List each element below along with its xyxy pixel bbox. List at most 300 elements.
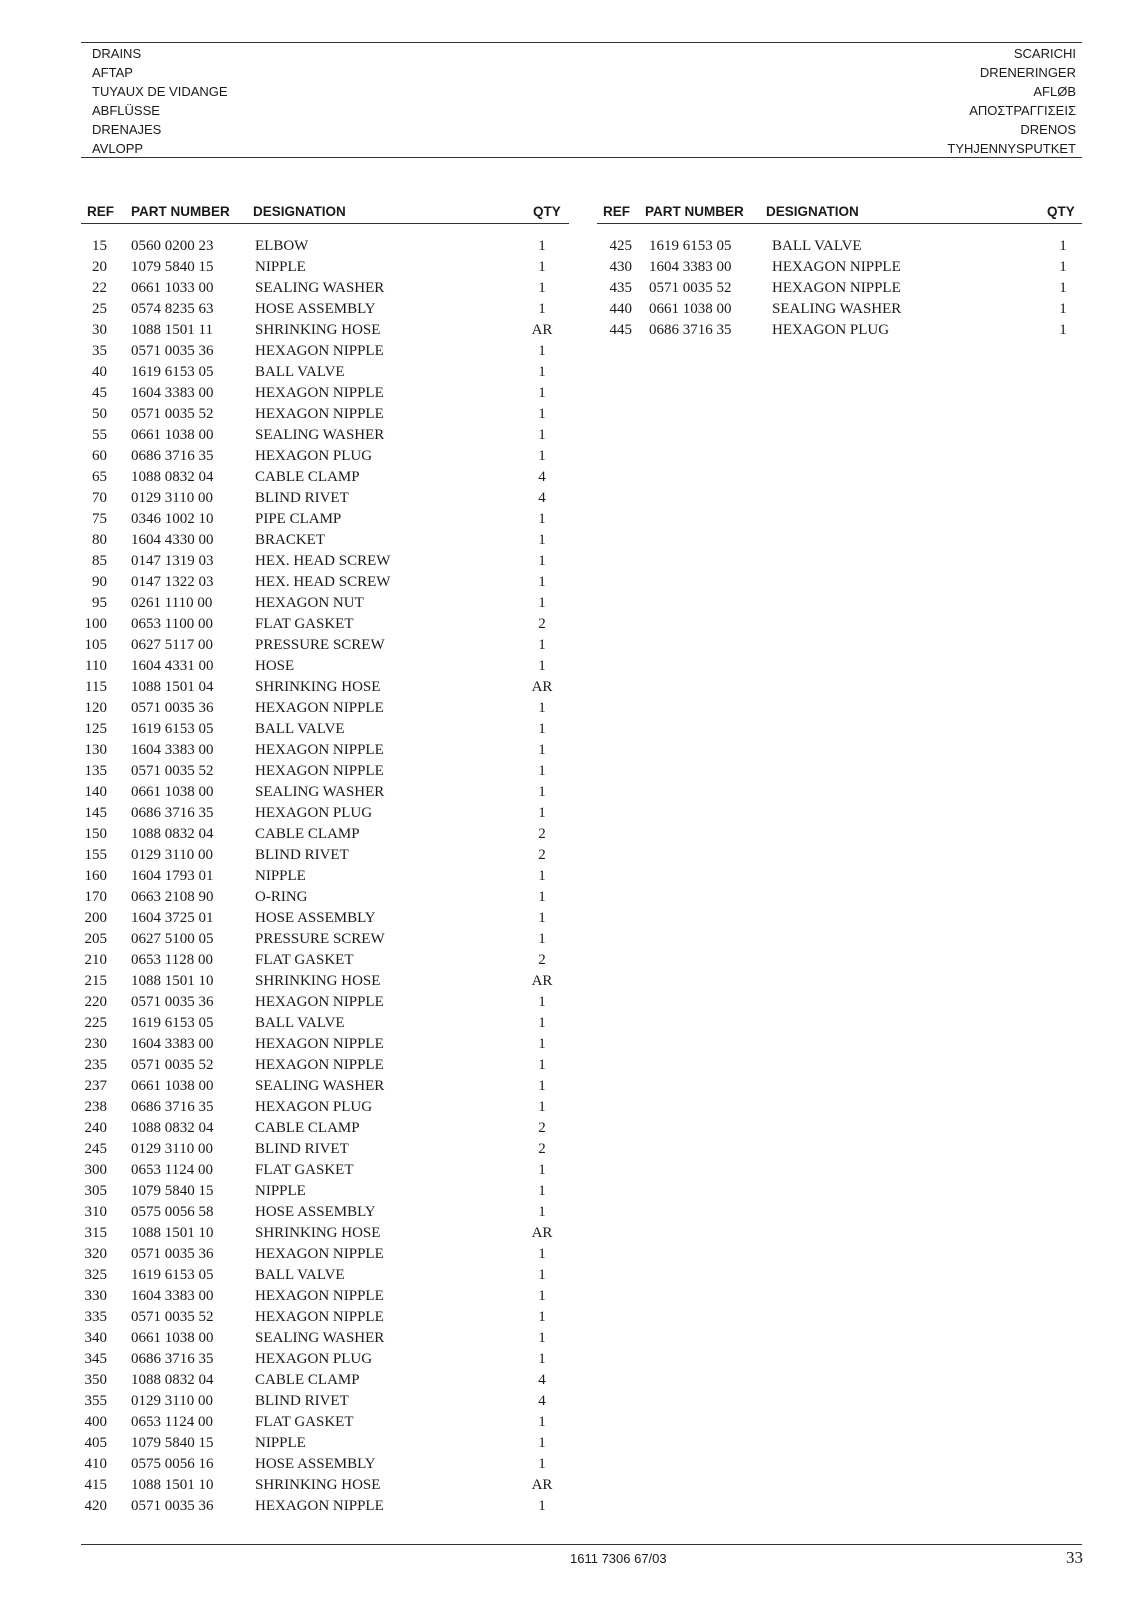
- table-row: [81, 1349, 569, 1370]
- table-row: [81, 740, 569, 761]
- ref-cell: 145: [84, 805, 107, 821]
- column-header-ref: REF: [603, 204, 630, 219]
- part-number-cell: 0661 1038 00: [131, 1078, 214, 1094]
- table-row: [81, 803, 569, 824]
- table-row: [81, 1328, 569, 1349]
- designation-cell: HOSE ASSEMBLY: [255, 301, 376, 317]
- designation-cell: HEXAGON NIPPLE: [255, 1309, 384, 1325]
- designation-cell: FLAT GASKET: [255, 1162, 354, 1178]
- qty-cell: 1: [538, 1036, 546, 1052]
- ref-cell: 325: [84, 1267, 107, 1283]
- table-row: [597, 257, 1082, 278]
- ref-cell: 220: [84, 994, 107, 1010]
- qty-cell: 1: [1059, 301, 1067, 317]
- table-row: [81, 1370, 569, 1391]
- designation-cell: NIPPLE: [255, 868, 306, 884]
- qty-cell: 1: [538, 994, 546, 1010]
- designation-cell: CABLE CLAMP: [255, 1120, 360, 1136]
- part-number-cell: 0574 8235 63: [131, 301, 214, 317]
- part-number-cell: 0686 3716 35: [131, 448, 214, 464]
- table-row: [81, 1454, 569, 1475]
- table-row: [81, 1286, 569, 1307]
- ref-cell: 310: [84, 1204, 107, 1220]
- ref-cell: 315: [84, 1225, 107, 1241]
- header-rule-top: [81, 42, 1082, 43]
- qty-cell: 1: [538, 574, 546, 590]
- part-number-cell: 0571 0035 52: [131, 1057, 214, 1073]
- designation-cell: HEXAGON NUT: [255, 595, 364, 611]
- table-row: [81, 236, 569, 257]
- designation-cell: SEALING WASHER: [255, 1078, 385, 1094]
- designation-cell: SEALING WASHER: [255, 280, 385, 296]
- designation-cell: HOSE ASSEMBLY: [255, 1456, 376, 1472]
- table-row: [81, 299, 569, 320]
- table-body: [81, 224, 569, 1517]
- qty-cell: AR: [531, 973, 553, 989]
- ref-cell: 160: [84, 868, 107, 884]
- table-row: [81, 341, 569, 362]
- qty-cell: 1: [538, 658, 546, 674]
- designation-cell: HEX. HEAD SCREW: [255, 553, 391, 569]
- ref-cell: 425: [609, 238, 632, 254]
- designation-cell: HEXAGON NIPPLE: [255, 1498, 384, 1514]
- table-row: [81, 845, 569, 866]
- ref-cell: 140: [84, 784, 107, 800]
- part-number-cell: 0571 0035 36: [131, 1498, 214, 1514]
- qty-cell: 1: [538, 1057, 546, 1073]
- designation-cell: HEXAGON NIPPLE: [255, 742, 384, 758]
- part-number-cell: 1604 4330 00: [131, 532, 214, 548]
- part-number-cell: 0663 2108 90: [131, 889, 214, 905]
- part-number-cell: 0571 0035 36: [131, 700, 214, 716]
- ref-cell: 155: [84, 847, 107, 863]
- qty-cell: 1: [538, 343, 546, 359]
- table-row: [81, 719, 569, 740]
- qty-cell: 1: [538, 1456, 546, 1472]
- qty-cell: AR: [531, 1477, 553, 1493]
- ref-cell: 335: [84, 1309, 107, 1325]
- qty-cell: 4: [538, 469, 546, 485]
- designation-cell: ELBOW: [255, 238, 309, 254]
- parts-table-left: [81, 196, 569, 1517]
- designation-cell: SHRINKING HOSE: [255, 679, 381, 695]
- table-header: [81, 196, 569, 224]
- part-number-cell: 1088 1501 10: [131, 1477, 214, 1493]
- table-row: [81, 761, 569, 782]
- ref-cell: 355: [84, 1393, 107, 1409]
- qty-cell: 1: [538, 1246, 546, 1262]
- part-number-cell: 1088 0832 04: [131, 469, 214, 485]
- qty-cell: 1: [538, 1204, 546, 1220]
- qty-cell: 4: [538, 1372, 546, 1388]
- designation-cell: HEXAGON NIPPLE: [255, 700, 384, 716]
- section-titles-right: [947, 44, 1076, 158]
- section-title: DRENERINGER: [979, 65, 1076, 80]
- qty-cell: 1: [538, 238, 546, 254]
- ref-cell: 405: [84, 1435, 107, 1451]
- qty-cell: 1: [538, 532, 546, 548]
- part-number-cell: 1079 5840 15: [131, 1183, 214, 1199]
- part-number-cell: 1604 3383 00: [131, 1036, 214, 1052]
- ref-cell: 60: [92, 448, 107, 464]
- ref-cell: 415: [84, 1477, 107, 1493]
- designation-cell: BLIND RIVET: [255, 1141, 349, 1157]
- ref-cell: 20: [92, 259, 107, 275]
- qty-cell: 1: [538, 1183, 546, 1199]
- table-row: [81, 1244, 569, 1265]
- part-number-cell: 1604 3725 01: [131, 910, 214, 926]
- designation-cell: PIPE CLAMP: [255, 511, 342, 527]
- designation-cell: HOSE ASSEMBLY: [255, 1204, 376, 1220]
- section-title: DRENAJES: [92, 122, 162, 137]
- ref-cell: 320: [84, 1246, 107, 1262]
- part-number-cell: 0571 0035 52: [131, 1309, 214, 1325]
- ref-cell: 238: [84, 1099, 107, 1115]
- part-number-cell: 1619 6153 05: [131, 364, 214, 380]
- designation-cell: BALL VALVE: [255, 364, 345, 380]
- part-number-cell: 0571 0035 36: [131, 1246, 214, 1262]
- qty-cell: 1: [538, 1435, 546, 1451]
- designation-cell: BLIND RIVET: [255, 847, 349, 863]
- column-header-qty: QTY: [1047, 204, 1075, 219]
- table-row: [81, 1307, 569, 1328]
- table-row: [597, 236, 1082, 257]
- ref-cell: 95: [92, 595, 107, 611]
- ref-cell: 130: [84, 742, 107, 758]
- table-row: [81, 782, 569, 803]
- section-title: AVLOPP: [92, 141, 144, 156]
- qty-cell: 1: [538, 931, 546, 947]
- part-number-cell: 0686 3716 35: [131, 1351, 214, 1367]
- ref-cell: 80: [92, 532, 107, 548]
- qty-cell: AR: [531, 679, 553, 695]
- designation-cell: NIPPLE: [255, 1183, 306, 1199]
- part-number-cell: 0129 3110 00: [131, 490, 213, 506]
- ref-cell: 135: [84, 763, 107, 779]
- table-row: [81, 1475, 569, 1496]
- part-number-cell: 0571 0035 52: [649, 280, 732, 296]
- qty-cell: 1: [538, 259, 546, 275]
- part-number-cell: 0661 1038 00: [649, 301, 732, 317]
- part-number-cell: 0653 1128 00: [131, 952, 213, 968]
- qty-cell: 2: [538, 616, 546, 632]
- section-title: AFTAP: [92, 65, 133, 80]
- table-row: [81, 593, 569, 614]
- table-row: [81, 383, 569, 404]
- designation-cell: FLAT GASKET: [255, 616, 354, 632]
- column-header-part-number: PART NUMBER: [131, 204, 230, 219]
- qty-cell: AR: [531, 322, 553, 338]
- ref-cell: 30: [92, 322, 107, 338]
- ref-cell: 410: [84, 1456, 107, 1472]
- table-row: [81, 404, 569, 425]
- part-number-cell: 1604 3383 00: [131, 742, 214, 758]
- qty-cell: 1: [538, 1288, 546, 1304]
- ref-cell: 445: [609, 322, 632, 338]
- ref-cell: 40: [92, 364, 107, 380]
- part-number-cell: 1604 3383 00: [649, 259, 732, 275]
- table-row: [81, 698, 569, 719]
- part-number-cell: 0571 0035 52: [131, 406, 214, 422]
- ref-cell: 215: [84, 973, 107, 989]
- ref-cell: 150: [84, 826, 107, 842]
- designation-cell: SEALING WASHER: [255, 784, 385, 800]
- ref-cell: 105: [84, 637, 107, 653]
- qty-cell: 2: [538, 1141, 546, 1157]
- designation-cell: HEXAGON PLUG: [255, 448, 373, 464]
- designation-cell: CABLE CLAMP: [255, 1372, 360, 1388]
- table-row: [597, 320, 1082, 341]
- designation-cell: CABLE CLAMP: [255, 469, 360, 485]
- ref-cell: 435: [609, 280, 632, 296]
- designation-cell: HEXAGON NIPPLE: [255, 406, 384, 422]
- column-header-designation: DESIGNATION: [766, 204, 859, 219]
- ref-cell: 170: [84, 889, 107, 905]
- section-title: TYHJENNYSPUTKET: [947, 141, 1076, 156]
- designation-cell: HEXAGON NIPPLE: [255, 385, 384, 401]
- designation-cell: CABLE CLAMP: [255, 826, 360, 842]
- table-row: [81, 320, 569, 341]
- ref-cell: 305: [84, 1183, 107, 1199]
- table-row: [81, 278, 569, 299]
- qty-cell: 1: [1059, 238, 1067, 254]
- ref-cell: 120: [84, 700, 107, 716]
- designation-cell: HEXAGON NIPPLE: [255, 1288, 384, 1304]
- table-row: [81, 866, 569, 887]
- section-title: AFLØB: [1033, 84, 1076, 99]
- table-row: [81, 1034, 569, 1055]
- designation-cell: FLAT GASKET: [255, 1414, 354, 1430]
- part-number-cell: 0686 3716 35: [649, 322, 732, 338]
- qty-cell: AR: [531, 1225, 553, 1241]
- table-row: [81, 467, 569, 488]
- ref-cell: 300: [84, 1162, 107, 1178]
- ref-cell: 350: [84, 1372, 107, 1388]
- ref-cell: 210: [84, 952, 107, 968]
- designation-cell: BRACKET: [255, 532, 326, 548]
- table-row: [81, 908, 569, 929]
- qty-cell: 1: [538, 868, 546, 884]
- part-number-cell: 0653 1124 00: [131, 1162, 213, 1178]
- footer-rule: [81, 1544, 1082, 1545]
- qty-cell: 1: [538, 1414, 546, 1430]
- part-number-cell: 0686 3716 35: [131, 805, 214, 821]
- part-number-cell: 0661 1033 00: [131, 280, 214, 296]
- ref-cell: 75: [92, 511, 107, 527]
- designation-cell: HEXAGON NIPPLE: [255, 1057, 384, 1073]
- table-row: [81, 1265, 569, 1286]
- qty-cell: 1: [538, 406, 546, 422]
- part-number-cell: 1079 5840 15: [131, 259, 214, 275]
- ref-cell: 125: [84, 721, 107, 737]
- table-row: [81, 1139, 569, 1160]
- qty-cell: 4: [538, 1393, 546, 1409]
- ref-cell: 35: [92, 343, 107, 359]
- qty-cell: 1: [538, 511, 546, 527]
- ref-cell: 420: [84, 1498, 107, 1514]
- designation-cell: SHRINKING HOSE: [255, 322, 381, 338]
- part-number-cell: 0261 1110 00: [131, 595, 213, 611]
- ref-cell: 440: [609, 301, 632, 317]
- table-row: [597, 278, 1082, 299]
- part-number-cell: 0575 0056 58: [131, 1204, 214, 1220]
- table-row: [81, 971, 569, 992]
- part-number-cell: 0346 1002 10: [131, 511, 214, 527]
- ref-cell: 100: [84, 616, 107, 632]
- table-row: [81, 656, 569, 677]
- designation-cell: BLIND RIVET: [255, 1393, 349, 1409]
- table-row: [81, 530, 569, 551]
- part-number-cell: 0571 0035 36: [131, 994, 214, 1010]
- table-row: [81, 446, 569, 467]
- ref-cell: 400: [84, 1414, 107, 1430]
- table-row: [81, 1076, 569, 1097]
- part-number-cell: 0653 1124 00: [131, 1414, 213, 1430]
- designation-cell: SHRINKING HOSE: [255, 973, 381, 989]
- header-rule-bottom: [81, 157, 1082, 158]
- table-header: [597, 196, 1082, 224]
- part-number-cell: 0147 1319 03: [131, 553, 214, 569]
- qty-cell: 1: [538, 1099, 546, 1115]
- designation-cell: HEXAGON NIPPLE: [255, 343, 384, 359]
- section-title: DRAINS: [92, 46, 142, 61]
- table-row: [81, 1181, 569, 1202]
- qty-cell: 1: [538, 1351, 546, 1367]
- qty-cell: 1: [538, 553, 546, 569]
- ref-cell: 55: [92, 427, 107, 443]
- designation-cell: SEALING WASHER: [255, 1330, 385, 1346]
- qty-cell: 1: [538, 1078, 546, 1094]
- ref-cell: 245: [84, 1141, 107, 1157]
- designation-cell: SHRINKING HOSE: [255, 1225, 381, 1241]
- qty-cell: 1: [538, 910, 546, 926]
- part-number-cell: 1619 6153 05: [131, 1267, 214, 1283]
- part-number-cell: 1088 0832 04: [131, 1120, 214, 1136]
- table-row: [81, 572, 569, 593]
- ref-cell: 45: [92, 385, 107, 401]
- table-row: [81, 1097, 569, 1118]
- section-titles-left: [92, 44, 228, 158]
- qty-cell: 2: [538, 847, 546, 863]
- part-number-cell: 0571 0035 36: [131, 343, 214, 359]
- designation-cell: SEALING WASHER: [255, 427, 385, 443]
- section-title: SCARICHI: [1013, 46, 1076, 61]
- table-row: [81, 1391, 569, 1412]
- part-number-cell: 1619 6153 05: [649, 238, 732, 254]
- qty-cell: 1: [1059, 280, 1067, 296]
- ref-cell: 240: [84, 1120, 107, 1136]
- ref-cell: 200: [84, 910, 107, 926]
- table-row: [81, 1013, 569, 1034]
- part-number-cell: 0129 3110 00: [131, 1141, 213, 1157]
- table-row: [81, 824, 569, 845]
- part-number-cell: 1088 0832 04: [131, 826, 214, 842]
- qty-cell: 1: [538, 448, 546, 464]
- part-number-cell: 1079 5840 15: [131, 1435, 214, 1451]
- qty-cell: 1: [538, 805, 546, 821]
- ref-cell: 330: [84, 1288, 107, 1304]
- part-number-cell: 0686 3716 35: [131, 1099, 214, 1115]
- qty-cell: 1: [538, 1162, 546, 1178]
- qty-cell: 1: [538, 595, 546, 611]
- ref-cell: 110: [85, 658, 107, 674]
- qty-cell: 1: [538, 1330, 546, 1346]
- ref-cell: 65: [92, 469, 107, 485]
- table-row: [81, 509, 569, 530]
- column-header-ref: REF: [87, 204, 114, 219]
- table-row: [81, 1202, 569, 1223]
- designation-cell: HEXAGON PLUG: [255, 1099, 373, 1115]
- table-row: [81, 1412, 569, 1433]
- table-row: [81, 1433, 569, 1454]
- qty-cell: 1: [538, 889, 546, 905]
- document-number: 1611 7306 67/03: [570, 1551, 667, 1566]
- table-row: [81, 1496, 569, 1517]
- designation-cell: HEXAGON NIPPLE: [255, 994, 384, 1010]
- table-row: [81, 929, 569, 950]
- qty-cell: 1: [538, 742, 546, 758]
- part-number-cell: 1619 6153 05: [131, 721, 214, 737]
- section-title: TUYAUX DE VIDANGE: [92, 84, 228, 99]
- qty-cell: 1: [1059, 322, 1067, 338]
- qty-cell: 1: [538, 637, 546, 653]
- section-title: DRENOS: [1020, 122, 1076, 137]
- designation-cell: HEXAGON PLUG: [772, 322, 890, 338]
- designation-cell: FLAT GASKET: [255, 952, 354, 968]
- ref-cell: 50: [92, 406, 107, 422]
- designation-cell: BALL VALVE: [255, 1015, 345, 1031]
- ref-cell: 237: [84, 1078, 107, 1094]
- designation-cell: HEXAGON NIPPLE: [255, 1246, 384, 1262]
- table-row: [81, 1160, 569, 1181]
- designation-cell: NIPPLE: [255, 259, 306, 275]
- part-number-cell: 0571 0035 52: [131, 763, 214, 779]
- section-title: ΑΠΟΣΤΡΑΓΓΙΣΕΙΣ: [969, 103, 1076, 118]
- part-number-cell: 0627 5117 00: [131, 637, 213, 653]
- qty-cell: 1: [538, 427, 546, 443]
- part-number-cell: 0627 5100 05: [131, 931, 214, 947]
- part-number-cell: 0575 0056 16: [131, 1456, 214, 1472]
- column-header-part-number: PART NUMBER: [645, 204, 744, 219]
- table-row: [81, 1055, 569, 1076]
- designation-cell: O-RING: [255, 889, 308, 905]
- ref-cell: 345: [84, 1351, 107, 1367]
- table-row: [597, 299, 1082, 320]
- table-row: [81, 1118, 569, 1139]
- ref-cell: 230: [84, 1036, 107, 1052]
- qty-cell: 1: [538, 1309, 546, 1325]
- part-number-cell: 1088 1501 10: [131, 1225, 214, 1241]
- designation-cell: HOSE ASSEMBLY: [255, 910, 376, 926]
- ref-cell: 225: [84, 1015, 107, 1031]
- ref-cell: 22: [92, 280, 107, 296]
- qty-cell: 1: [538, 301, 546, 317]
- table-body: [597, 224, 1082, 341]
- qty-cell: 1: [538, 700, 546, 716]
- qty-cell: 1: [538, 784, 546, 800]
- qty-cell: 1: [1059, 259, 1067, 275]
- qty-cell: 1: [538, 721, 546, 737]
- designation-cell: BALL VALVE: [772, 238, 862, 254]
- designation-cell: HEXAGON PLUG: [255, 805, 373, 821]
- qty-cell: 1: [538, 1015, 546, 1031]
- qty-cell: 1: [538, 763, 546, 779]
- designation-cell: SHRINKING HOSE: [255, 1477, 381, 1493]
- ref-cell: 115: [85, 679, 107, 695]
- designation-cell: BALL VALVE: [255, 1267, 345, 1283]
- qty-cell: 1: [538, 1267, 546, 1283]
- table-row: [81, 425, 569, 446]
